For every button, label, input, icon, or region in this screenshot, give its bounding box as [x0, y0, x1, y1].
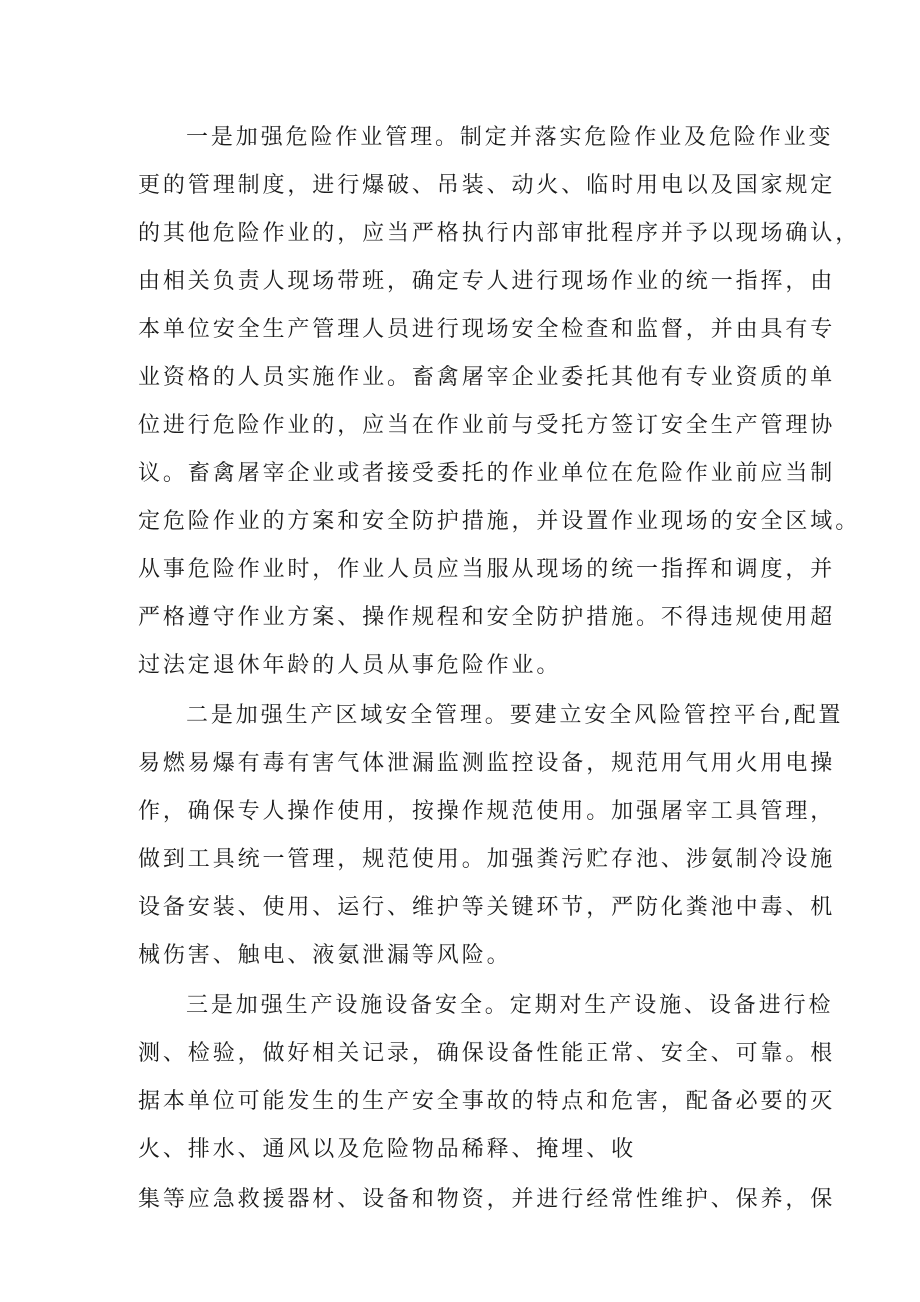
paragraph-1-line: 更的管理制度，进行爆破、吊装、动火、临时用电以及国家规定	[138, 173, 836, 198]
paragraph-3-line: 集等应急救援器材、设备和物资，并进行经常性维护、保养，保	[138, 1187, 836, 1212]
paragraph-2-line: 械伤害、触电、液氨泄漏等风险。	[138, 943, 512, 968]
paragraph-2-line: 易燃易爆有毒有害气体泄漏监测监控设备，规范用气用火用电操	[138, 751, 836, 776]
paragraph-3-line: 据本单位可能发生的生产安全事故的特点和危害，配备必要的灭	[138, 1089, 836, 1114]
paragraph-1-lead: 一是加强危险作业管理。	[186, 125, 460, 150]
paragraph-1-line: 业资格的人员实施作业。畜禽屠宰企业委托其他有专业资质的单	[138, 365, 836, 390]
paragraph-1-line: 位进行危险作业的，应当在作业前与受托方签订安全生产管理协	[138, 413, 836, 438]
paragraph-1-line: 从事危险作业时，作业人员应当服从现场的统一指挥和调度，并	[138, 557, 836, 582]
paragraph-2-lead: 二是加强生产区域安全管理。	[186, 703, 510, 728]
paragraph-3-lead: 三是加强生产设施设备安全。	[186, 993, 510, 1018]
paragraph-3-line: 火、排水、通风以及危险物品稀释、掩埋、收	[138, 1137, 637, 1162]
paragraph-3-line: 测、检验，做好相关记录，确保设备性能正常、安全、可靠。根	[138, 1041, 836, 1066]
paragraph-3-line-1	[186, 986, 876, 1026]
paragraph-3-text: 定期对生产设施、设备进行检	[509, 993, 834, 1018]
paragraph-1-line: 由相关负责人现场带班，确定专人进行现场作业的统一指挥，由	[138, 269, 836, 294]
paragraph-1-line: 议。畜禽屠宰企业或者接受委托的作业单位在危险作业前应当制	[138, 461, 836, 486]
paragraph-1-line: 过法定退休年龄的人员从事危险作业。	[138, 653, 562, 678]
paragraph-1-line: 定危险作业的方案和安全防护措施，并设置作业现场的安全区域。	[138, 509, 861, 534]
paragraph-1-text: 制定并落实危险作业及危险作业变	[459, 125, 834, 150]
paragraph-2-line-1	[186, 696, 876, 736]
paragraph-2-line: 作，确保专人操作使用，按操作规范使用。加强屠宰工具管理，	[138, 799, 836, 824]
paragraph-2-line: 设备安装、使用、运行、维护等关键环节，严防化粪池中毒、机	[138, 895, 836, 920]
paragraph-1-line: 的其他危险作业的，应当严格执行内部审批程序并予以现场确认，	[138, 221, 861, 246]
paragraph-1-line: 本单位安全生产管理人员进行现场安全检查和监督，并由具有专	[138, 317, 836, 342]
paragraph-1-line-1	[186, 118, 876, 158]
paragraph-2-text: 要建立安全风险管控平台,配置	[509, 703, 844, 728]
paragraph-1-line: 严格遵守作业方案、操作规程和安全防护措施。不得违规使用超	[138, 605, 836, 630]
paragraph-2-line: 做到工具统一管理，规范使用。加强粪污贮存池、涉氨制冷设施	[138, 847, 836, 872]
